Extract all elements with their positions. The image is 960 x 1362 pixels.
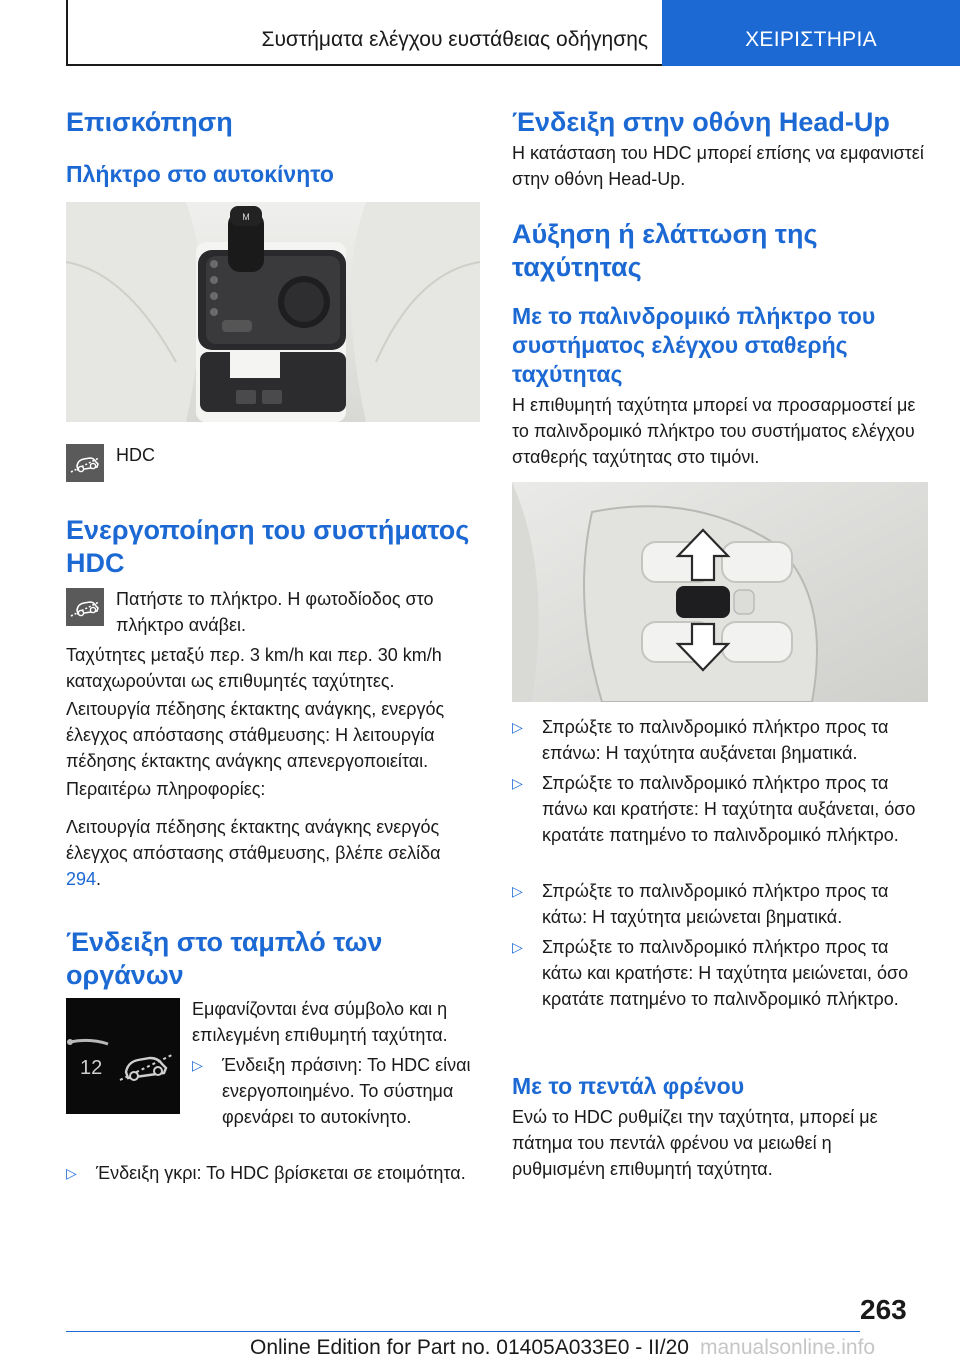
list-item: ▷ Ένδειξη πράσινη: Το HDC είναι ενεργοποιημένο. Το σύστημα φρενάρει το αυτοκίνητο. — [192, 1052, 480, 1130]
triangle-right-icon: ▷ — [512, 719, 523, 735]
text-press-button: Πατήστε το πλήκτρο. Η φωτοδίοδος στο πλήκτρο ανάβει. — [116, 589, 434, 635]
triangle-right-icon: ▷ — [512, 883, 523, 899]
steering-wheel-photo — [512, 482, 928, 702]
heading-activate-hdc: Ενεργοποίηση του συστήματος HDC — [66, 515, 470, 578]
text-reference: Λειτουργία πέδησης έκτακτης ανάγκης ενεργός έλεγχος απόστασης στάθμευσης, βλέπε σελίδα 294. — [66, 817, 441, 889]
list-item: ▷ Σπρώξτε το παλινδρομικό πλήκτρο προς τα κάτω και κρατήστε: Η ταχύτητα μειώνεται, όσο κρατάτε πατημένο το παλινδρομικό πλήκτρο. — [512, 934, 928, 1012]
cluster-display-image — [66, 998, 180, 1114]
heading-rocker-switch: Με το παλινδρομικό πλήκτρο του συστήματος ελέγχου σταθερής ταχύτητας — [512, 303, 876, 387]
list-item: ▷ Σπρώξτε το παλινδρομικό πλήκτρο προς τα κάτω: Η ταχύτητα μειώνεται βηματικά. — [512, 878, 928, 930]
header-bottom-rule — [66, 64, 662, 66]
list-item: ▷ Ένδειξη γκρι: Το HDC βρίσκεται σε ετοιμότητα. — [66, 1160, 480, 1186]
text-brake-pedal: Ενώ το HDC ρυθμίζει την ταχύτητα, μπορεί με πάτημα του πεντάλ φρένου να μειωθεί η ρυθμισμένη επιθυμητή ταχύτητα. — [512, 1107, 878, 1179]
svg-text:M: M — [242, 212, 250, 222]
footer-edition: Online Edition for Part no. 01405A033E0 - II/20 — [250, 1336, 689, 1359]
heading-instrument-cluster: Ένδειξη στο ταμπλό των οργάνων — [66, 927, 383, 990]
triangle-right-icon: ▷ — [512, 939, 523, 955]
text-more-info: Περαιτέρω πληροφορίες: — [66, 779, 266, 799]
text-rocker-switch: Η επιθυμητή ταχύτητα μπορεί να προσαρμοστεί με το παλινδρομικό πλήκτρο του συστήματος ελέγχου σταθερής ταχύτητας στο τιμόνι. — [512, 395, 916, 467]
triangle-right-icon: ▷ — [66, 1165, 77, 1181]
hdc-icon — [66, 444, 104, 482]
center-console-photo — [66, 202, 480, 422]
hdc-label: HDC — [116, 445, 155, 465]
cluster-speed-number: 12 — [80, 1057, 103, 1079]
page-number: 263 — [860, 1294, 907, 1325]
page-link-294[interactable]: 294 — [66, 869, 97, 889]
heading-head-up: Ένδειξη στην οθόνη Head-Up — [512, 107, 890, 137]
footer-watermark: manualsonline.info — [700, 1336, 876, 1359]
header-chapter-tab[interactable]: ΧΕΙΡΙΣΤΗΡΙΑ — [662, 0, 960, 66]
hdc-icon — [66, 588, 104, 626]
text-speed-range: Ταχύτητες μεταξύ περ. 3 km/h και περ. 30 km/h καταχωρούνται ως επιθυμητές ταχύτητες. — [66, 645, 442, 691]
triangle-right-icon: ▷ — [192, 1057, 203, 1073]
header-rule — [66, 0, 68, 66]
header-section-title: Συστήματα ελέγχου ευστάθειας οδήγησης — [261, 28, 648, 51]
footer-rule — [66, 1331, 860, 1332]
list-item: ▷ Σπρώξτε το παλινδρομικό πλήκτρο προς τα επάνω: Η ταχύτητα αυξάνεται βηματικά. — [512, 714, 928, 766]
heading-button-in-vehicle: Πλήκτρο στο αυτοκίνητο — [66, 161, 334, 187]
heading-increase-decrease-speed: Αύξηση ή ελάττωση της ταχύτητας — [512, 219, 818, 282]
heading-overview: Επισκόπηση — [66, 107, 233, 137]
list-item: ▷ Σπρώξτε το παλινδρομικό πλήκτρο προς τα πάνω και κρατήστε: Η ταχύτητα αυξάνεται, όσο κρατάτε πατημένο το παλινδρομικό πλήκτρο. — [512, 770, 928, 848]
text-symbol-shown: Εμφανίζονται ένα σύμβολο και η επιλεγμένη επιθυμητή ταχύτητα. — [192, 999, 448, 1045]
text-emergency-braking: Λειτουργία πέδησης έκτακτης ανάγκης, ενεργός έλεγχος απόστασης στάθμευσης: Η λειτουργία πέδησης έκτακτης ανάγκης απενεργοποιείται. — [66, 699, 445, 771]
heading-brake-pedal: Με το πεντάλ φρένου — [512, 1073, 745, 1099]
triangle-right-icon: ▷ — [512, 775, 523, 791]
text-head-up: Η κατάσταση του HDC μπορεί επίσης να εμφανιστεί στην οθόνη Head-Up. — [512, 143, 924, 189]
